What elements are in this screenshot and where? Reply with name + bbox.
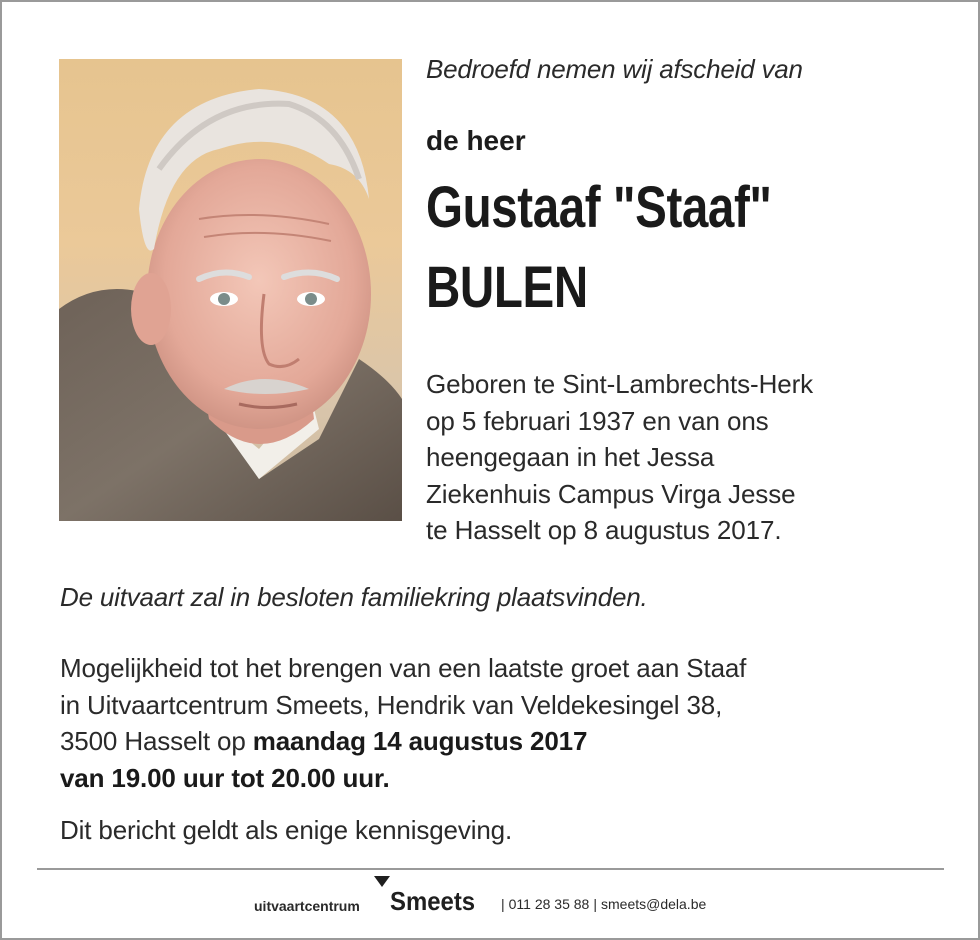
brand-name: Smeets [390, 886, 476, 916]
visit-line-4 [60, 760, 940, 797]
separator: | [593, 896, 597, 912]
biography [426, 366, 926, 549]
visit-date: maandag 14 augustus 2017 [252, 726, 588, 756]
deceased-last-name: BULEN [426, 255, 588, 320]
intro-text: Bedroefd nemen wij afscheid van [426, 54, 803, 84]
triangle-logo-icon [374, 876, 390, 887]
visit-line-1: Mogelijkheid tot het brengen van een laatste groet aan Staaf [60, 653, 747, 683]
visit-line-2: in Uitvaartcentrum Smeets, Hendrik van Veldekesingel 38, [60, 689, 723, 720]
funeral-statement: De uitvaart zal in besloten familiekring plaatsvinden. [60, 582, 648, 612]
visitation-info [60, 650, 940, 796]
footer-divider [37, 868, 944, 870]
footer [0, 884, 980, 924]
bio-line: op 5 februari 1937 en van ons [426, 405, 769, 436]
brand-prefix: uitvaartcentrum [254, 898, 360, 914]
portrait-photo [59, 59, 402, 521]
notice-text: Dit bericht geldt als enige kennisgeving. [60, 815, 513, 845]
bio-line: te Hasselt op 8 augustus 2017. [426, 515, 782, 545]
honorific: de heer [426, 125, 526, 156]
visit-hours: van 19.00 uur tot 20.00 uur. [60, 762, 390, 793]
portrait-illustration [59, 59, 402, 521]
email-address[interactable]: smeets@dela.be [601, 896, 707, 912]
contact-info [497, 896, 706, 912]
phone-number[interactable]: 011 28 35 88 [508, 896, 590, 912]
bio-line: Geboren te Sint-Lambrechts-Herk [426, 369, 814, 399]
bio-line: Ziekenhuis Campus Virga Jesse [426, 478, 796, 509]
visit-line-3-prefix: 3500 Hasselt op [60, 726, 253, 756]
deceased-first-name: Gustaaf "Staaf" [426, 175, 772, 240]
visit-line-3 [60, 723, 940, 760]
separator: | [501, 896, 505, 912]
bio-line: heengegaan in het Jessa [426, 442, 715, 472]
